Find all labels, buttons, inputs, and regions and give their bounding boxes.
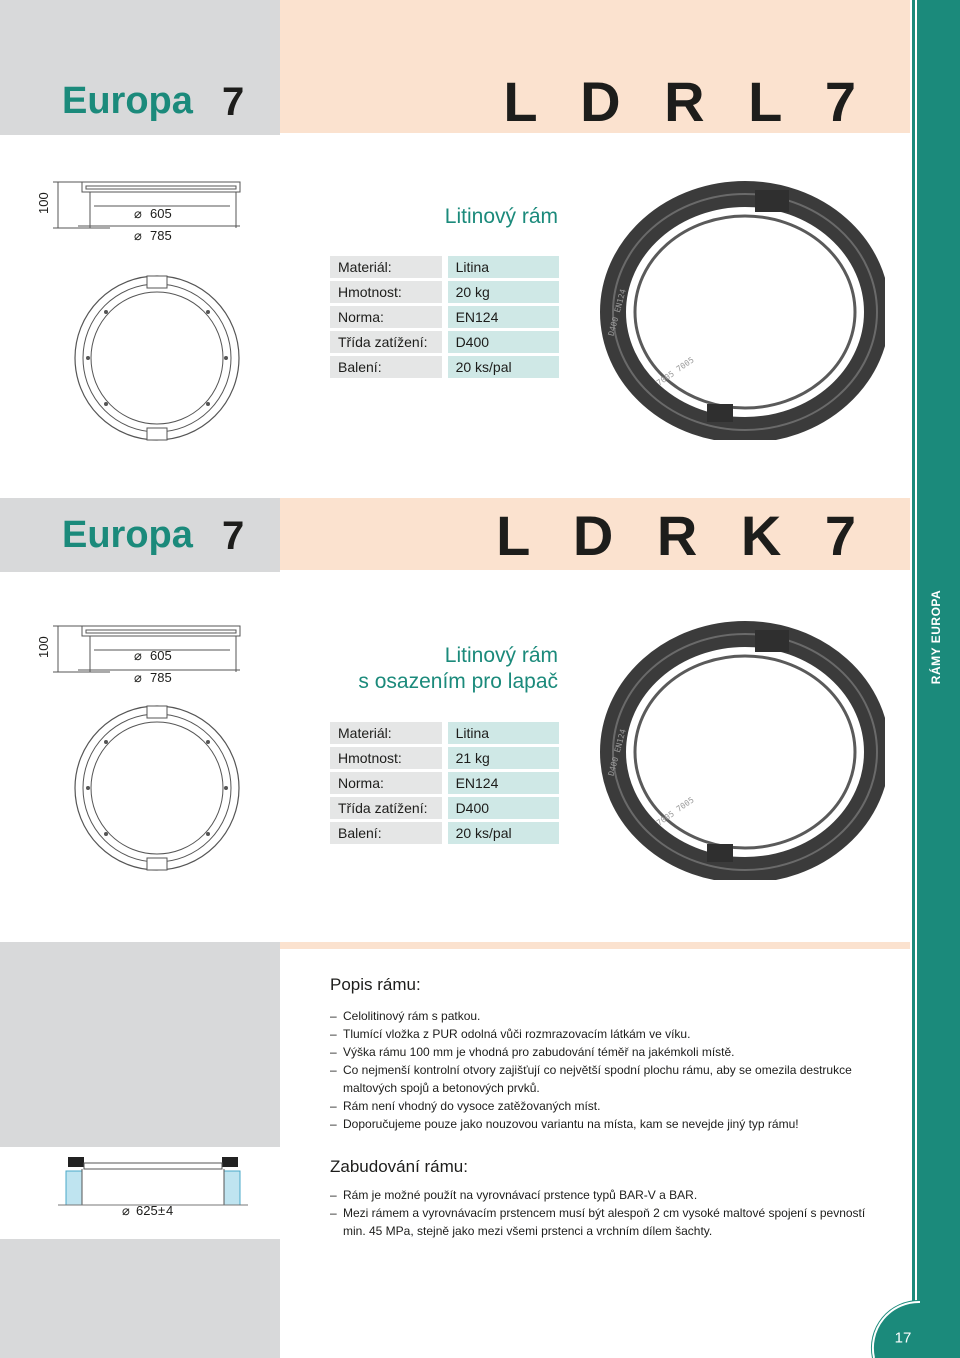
frame-top-view xyxy=(68,702,246,874)
description-heading: Popis rámu: xyxy=(330,975,421,994)
page-number: 17 xyxy=(894,1329,912,1347)
spec-label: Norma: xyxy=(330,306,442,328)
outer-diameter-label: 785 xyxy=(150,228,172,243)
divider-band xyxy=(280,942,910,949)
spec-row xyxy=(330,722,559,744)
spec-value: 20 kg xyxy=(448,281,559,303)
spec-value: D400 xyxy=(448,797,559,819)
installation-item: – Rám je možné použít na vyrovnávací prstence typů BAR-V a BAR. xyxy=(330,1186,890,1204)
svg-text:⌀: ⌀ xyxy=(134,648,142,663)
side-rail-line xyxy=(915,0,917,1358)
spec-row xyxy=(330,256,559,278)
spec-row xyxy=(330,281,559,303)
spec-row xyxy=(330,356,559,378)
spec-label: Norma: xyxy=(330,772,442,794)
svg-text:±: ± xyxy=(158,1203,166,1218)
spec-value: EN124 xyxy=(448,306,559,328)
product-code: L D R L 7 xyxy=(503,70,870,133)
description-item: – Výška rámu 100 mm je vhodná pro zabudování téměř na jakémkoli místě. xyxy=(330,1043,890,1061)
installation-tolerance: 4 xyxy=(166,1203,174,1218)
logo-text: Europa xyxy=(62,514,193,556)
height-label: 100 xyxy=(36,636,51,658)
description-item: – Celolitinový rám s patkou. xyxy=(330,1007,890,1025)
spec-label: Hmotnost: xyxy=(330,747,442,769)
frame-top-view xyxy=(68,272,246,444)
spec-label: Balení: xyxy=(330,822,442,844)
installation-heading: Zabudování rámu: xyxy=(330,1157,468,1176)
spec-row xyxy=(330,331,559,353)
description-item: – Co nejmenší kontrolní otvory zajišťují co největší spodní plochu rámu, aby se omezila destrukce maltových spojů a betonových prvků. xyxy=(330,1061,890,1097)
spec-value: D400 xyxy=(448,331,559,353)
description-item: – Doporučujeme pouze jako nouzovou variantu na místa, kam se nevejde jiný typ rámu! xyxy=(330,1115,890,1133)
spec-table xyxy=(330,719,559,847)
spec-value: 20 ks/pal xyxy=(448,822,559,844)
description-item: – Rám není vhodný do vysoce zatěžovaných míst. xyxy=(330,1097,890,1115)
height-label: 100 xyxy=(36,192,51,214)
spec-label: Třída zatížení: xyxy=(330,331,442,353)
spec-row xyxy=(330,747,559,769)
spec-value: 21 kg xyxy=(448,747,559,769)
spec-row xyxy=(330,797,559,819)
spec-label: Hmotnost: xyxy=(330,281,442,303)
product-code: L D R K 7 xyxy=(496,504,870,567)
spec-label: Balení: xyxy=(330,356,442,378)
frame-product-photo xyxy=(595,620,885,880)
product-title-line: s osazením pro lapač xyxy=(358,670,558,693)
svg-text:⌀: ⌀ xyxy=(134,228,142,243)
spec-label: Materiál: xyxy=(330,256,442,278)
logo-number: 7 xyxy=(222,80,245,124)
page-corner xyxy=(868,1300,960,1358)
spec-value: Litina xyxy=(448,722,559,744)
frame-product-photo xyxy=(595,180,885,440)
spec-label: Materiál: xyxy=(330,722,442,744)
inner-diameter-label: 605 xyxy=(150,648,172,663)
logo-text: Europa xyxy=(62,80,193,122)
spec-value: EN124 xyxy=(448,772,559,794)
frame-section-drawing xyxy=(30,614,250,694)
casting-label: 7005 7005 xyxy=(654,795,696,828)
installation-dimension: 625 xyxy=(136,1203,158,1218)
product-title xyxy=(445,204,558,230)
description-list xyxy=(330,1007,890,1133)
outer-diameter-label: 785 xyxy=(150,670,172,685)
inner-diameter-label: 605 xyxy=(150,206,172,221)
spec-row xyxy=(330,772,559,794)
spec-row xyxy=(330,822,559,844)
svg-text:⌀: ⌀ xyxy=(122,1203,130,1218)
casting-label: D400 EN124 xyxy=(606,287,628,337)
svg-text:⌀: ⌀ xyxy=(134,206,142,221)
product-title xyxy=(358,643,558,695)
frame-section-drawing xyxy=(30,170,250,250)
product-title-line: Litinový rám xyxy=(444,644,558,667)
spec-value: Litina xyxy=(448,256,559,278)
installation-list xyxy=(330,1186,890,1240)
spec-value: 20 ks/pal xyxy=(448,356,559,378)
side-label: RÁMY EUROPA xyxy=(929,589,943,685)
casting-label: D400 EN124 xyxy=(606,727,628,777)
logo-number: 7 xyxy=(222,514,245,558)
installation-item: – Mezi rámem a vyrovnávacím prstencem musí být alespoň 2 cm vysoké maltové spojení s pevností min. 45 MPa, stejně jako mezi všemi prstenci a vrchním dílem šachty. xyxy=(330,1204,890,1240)
product-title-line: Litinový rám xyxy=(444,205,558,228)
casting-label: 7005 7005 xyxy=(654,355,696,388)
description-item: – Tlumící vložka z PUR odolná vůči rozmrazovacím látkám ve víku. xyxy=(330,1025,890,1043)
svg-text:⌀: ⌀ xyxy=(134,670,142,685)
spec-table xyxy=(330,253,559,381)
installation-drawing xyxy=(58,1155,248,1231)
spec-label: Třída zatížení: xyxy=(330,797,442,819)
spec-row xyxy=(330,306,559,328)
